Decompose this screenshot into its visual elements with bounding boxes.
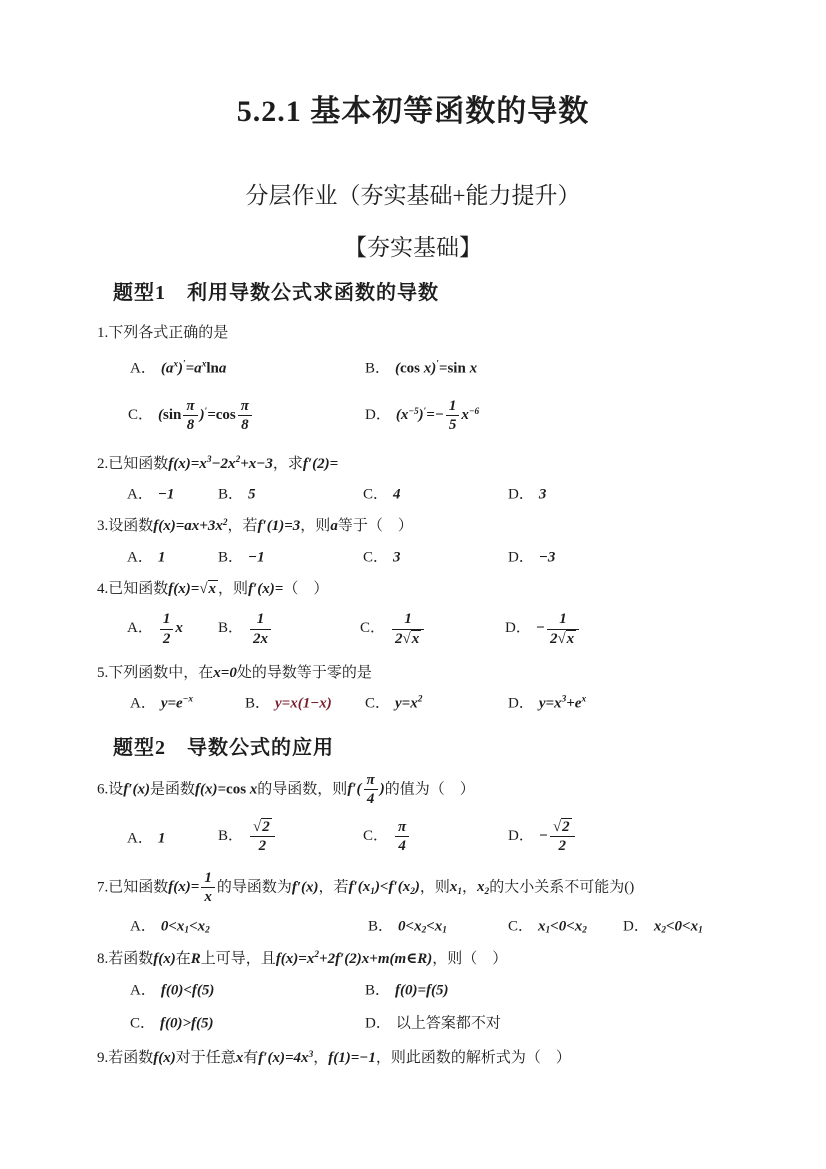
option-q5-b — [245, 691, 332, 712]
option-formula: −3 — [538, 549, 556, 565]
option-q4-d — [505, 611, 581, 647]
option-label: D． — [508, 695, 534, 711]
option-formula: −1 — [248, 549, 265, 565]
option-label: C． — [128, 406, 154, 423]
option-label: A． — [130, 360, 156, 376]
option-label: B． — [245, 695, 271, 711]
question-9-stem: 9.若函数f(x)对于任意x有$f'(x)=4x^3$，f(1)=−1，则此函数的解析式为（ ） — [97, 1049, 571, 1066]
option-formula: − $\frac{√2}{2}$ — [539, 828, 577, 844]
option-formula: − $\frac{1}{2√x}$ — [536, 620, 581, 636]
question-3-stem: 3.设函数$f(x)=ax+3x^2$，若f′(1)=3，则a等于（ ） — [97, 517, 413, 534]
option-label: C． — [130, 1015, 156, 1032]
option-q8-b — [365, 979, 449, 1000]
option-q2-d — [508, 483, 546, 504]
option-formula: (cos x)′=sin x — [395, 359, 478, 376]
option-q3-c — [363, 545, 401, 566]
option-q4-c — [360, 611, 426, 647]
question-6-stem: 6.设f′(x)是函数f(x)=cos x的导函数，则f′( $\frac{\pi}{4}$ )的值为（ ） — [97, 771, 475, 807]
option-formula: $(a^x)'=a^x\ln a$ — [160, 359, 227, 376]
option-label: A． — [127, 830, 153, 846]
question-4-options-row — [0, 602, 826, 656]
question-2-options-row — [0, 479, 826, 507]
option-formula: 1 — [157, 549, 166, 565]
option-formula: $x_2<0<x_1$ — [653, 918, 703, 936]
option-label: C． — [363, 827, 389, 844]
option-label: D． — [508, 549, 534, 565]
option-label: C． — [365, 695, 391, 711]
option-q3-a — [127, 545, 165, 566]
option-label: B． — [368, 918, 394, 934]
option-label: C． — [360, 620, 386, 637]
option-q1-c — [128, 398, 254, 434]
option-label: B． — [365, 360, 391, 376]
section-badge: 【夯实基础】 — [344, 235, 482, 260]
option-q5-d — [508, 691, 586, 712]
option-label: D． — [365, 406, 391, 423]
option-formula: 1 — [157, 830, 166, 846]
option-formula: 4 — [393, 486, 401, 503]
question-5-options-row — [0, 687, 826, 717]
topic-heading-2: 题型2 导数公式的应用 — [113, 736, 334, 759]
option-formula: $\frac{\pi}{4}$ — [393, 828, 411, 844]
option-q2-c — [363, 483, 401, 504]
option-label: B． — [218, 549, 244, 565]
option-label: A． — [130, 982, 156, 999]
option-label: D． — [508, 486, 534, 503]
option-label: C． — [363, 549, 389, 565]
option-formula: 3 — [393, 549, 401, 565]
option-q3-d — [508, 545, 555, 566]
option-label: D． — [505, 620, 531, 637]
option-q7-c — [508, 914, 587, 935]
option-q5-c — [365, 691, 422, 712]
option-q6-d — [508, 819, 577, 855]
question-8-stem: 8.若函数f(x)在R上可导，且$f(x)=x^2+2f'(2)x+m(m\in R)$，则（ ） — [97, 950, 508, 967]
option-formula: 以上答案都不对 — [395, 1015, 501, 1032]
option-q6-b — [218, 819, 277, 855]
option-label: B． — [218, 486, 244, 503]
option-formula: y=x(1−x) — [275, 695, 332, 711]
option-label: A． — [127, 486, 153, 503]
option-formula: $y=x^3+e^x$ — [538, 694, 587, 711]
page-title: 5.2.1 基本初等函数的导数 — [236, 95, 590, 128]
option-label: C． — [363, 486, 389, 503]
option-q4-a — [127, 611, 183, 647]
question-7-options-row — [0, 910, 826, 940]
option-q7-a — [130, 914, 210, 935]
option-label: B． — [218, 827, 244, 844]
option-q8-a — [130, 979, 214, 1000]
option-formula: f(0)<f(5) — [160, 982, 215, 999]
option-label: B． — [218, 620, 244, 637]
question-6-options-row — [0, 812, 826, 862]
option-label: A． — [127, 620, 153, 637]
option-formula: 5 — [248, 486, 256, 503]
question-1-stem: 1.下列各式正确的是 — [97, 325, 229, 341]
option-formula: $(x^{-5})'=-$ $\frac{1}{5}$ $x^{-6}$ — [395, 397, 480, 433]
option-q6-a — [127, 826, 165, 847]
option-formula: f(0)>f(5) — [160, 1015, 214, 1032]
option-q6-c — [363, 819, 411, 855]
option-q2-b — [218, 483, 256, 504]
option-formula: (sin $\frac{\pi}{8}$ )′=cos $\frac{\pi}{8}$ — [158, 407, 254, 423]
option-formula: $x_1<0<x_2$ — [538, 918, 587, 936]
option-label: C． — [508, 918, 534, 934]
option-label: B． — [365, 982, 391, 999]
option-q4-b — [218, 611, 273, 647]
question-1-options-row-1 — [0, 347, 826, 387]
question-7-stem: 7.已知函数f(x)= $\frac{1}{x}$ 的导函数为f′(x)，若$f'(x_1)<f'(x_2)$，则$x_1$，$x_2$的大小关系不可能为() — [97, 869, 635, 905]
option-q7-b — [368, 914, 447, 935]
option-formula: $y=e^{-x}$ — [160, 694, 194, 711]
option-q8-d — [365, 1012, 501, 1033]
option-formula: $\frac{1}{2√x}$ — [390, 620, 426, 636]
option-q1-d — [365, 398, 479, 434]
option-formula: f(0)=f(5) — [395, 982, 449, 999]
option-q3-b — [218, 545, 265, 566]
option-q8-c — [130, 1012, 214, 1033]
option-formula: $y=x^2$ — [395, 694, 423, 711]
option-label: D． — [623, 918, 649, 934]
option-label: D． — [508, 827, 534, 844]
option-formula: $\frac{1}{2x}$ — [248, 620, 273, 636]
topic-heading-1: 题型1 利用导数公式求函数的导数 — [113, 282, 439, 304]
option-label: A． — [130, 695, 156, 711]
option-label: A． — [127, 549, 153, 565]
question-8-options-row-2 — [0, 1007, 826, 1037]
option-formula: $0<x_2<x_1$ — [398, 918, 447, 936]
option-formula: −1 — [157, 486, 175, 503]
option-q7-d — [623, 914, 703, 935]
question-8-options-row-1 — [0, 974, 826, 1004]
option-formula: $\frac{1}{2}$ x — [158, 620, 183, 636]
option-q1-a — [130, 356, 226, 377]
question-4-stem: 4.已知函数f(x)=√x ，则f′(x)=（ ） — [97, 580, 329, 597]
question-2-stem: 2.已知函数$f(x)=x^3-2x^2+x-3$，求f′(2)= — [97, 455, 339, 472]
option-formula: $0<x_1<x_2$ — [160, 918, 210, 936]
question-3-options-row — [0, 542, 826, 570]
option-formula: 3 — [538, 486, 547, 503]
page-subtitle: 分层作业（夯实基础+能力提升） — [245, 183, 581, 208]
question-1-options-row-2 — [0, 389, 826, 443]
question-5-stem: 5.下列函数中，在x=0处的导数等于零的是 — [97, 665, 372, 681]
option-label: A． — [130, 918, 156, 934]
option-formula: $\frac{√2}{2}$ — [248, 828, 277, 844]
option-label: D． — [365, 1015, 391, 1032]
option-q5-a — [130, 691, 193, 712]
option-q2-a — [127, 483, 174, 504]
option-q1-b — [365, 356, 477, 377]
